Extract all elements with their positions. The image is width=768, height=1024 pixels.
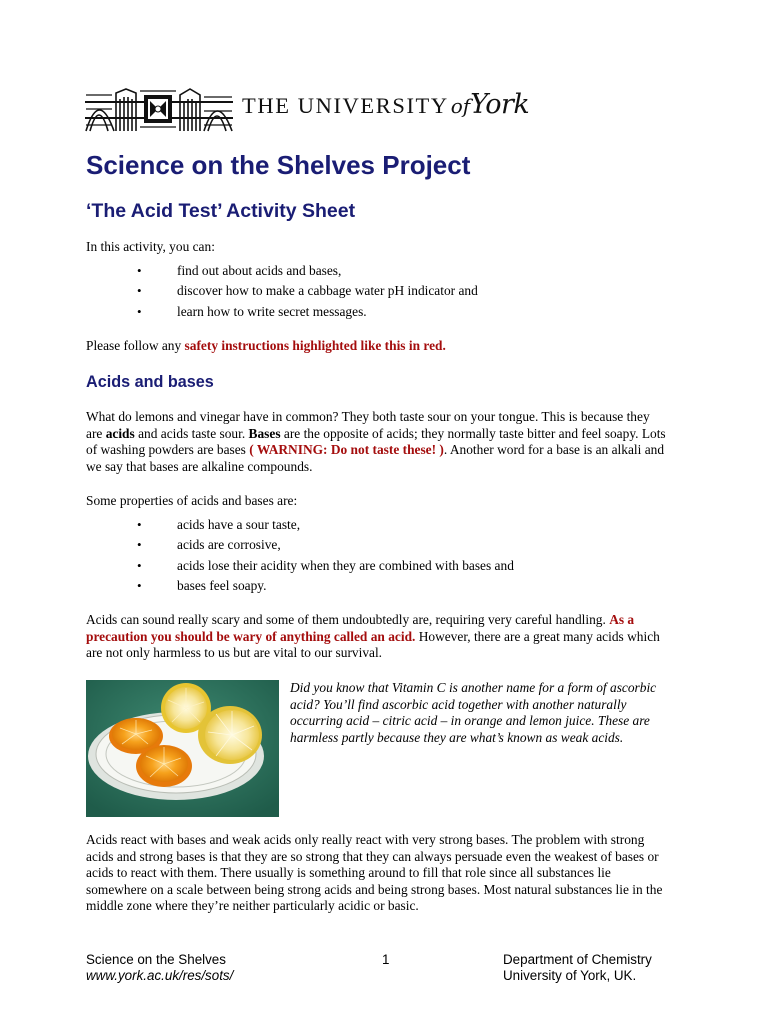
paragraph-strong-weak: Acids react with bases and weak acids only really react with very strong bases. The problem with strong acids and strong bases is that they are so strong that they can always persuade even the weakest of bases or acids to react with them. There usually is something around to fill that role since all substances lie somewhere on a scale between being strong acids and being strong bases. Most natural substances lie in the middle zone where they’re neither particularly acidic or basic. (86, 832, 663, 914)
list-item: • bases feel soapy. (86, 576, 646, 596)
footer-project-name: Science on the Shelves (86, 952, 226, 967)
list-item: • discover how to make a cabbage water pH indicator and (86, 281, 646, 301)
para1-text: are the opposite of acids; they normally taste bitter and feel soapy. Lots of washing powders are bases (86, 425, 666, 458)
para1-text: and acids taste sour. (134, 425, 249, 441)
warning-text: ( WARNING: Do not taste these! ) (249, 442, 444, 458)
caution-highlight: As a precaution you should be wary of anything called an acid. (86, 612, 635, 644)
paragraph-acid-caution (86, 612, 666, 662)
intro-bullet-list (86, 261, 646, 322)
list-item: • acids lose their acidity when they are combined with bases and (86, 556, 646, 576)
paragraph-acids-intro (86, 409, 666, 475)
para2-text: However, there are a great many acids which are not only harmless to us but are vital to our survival. (86, 628, 660, 661)
page-subtitle: ‘The Acid Test’ Activity Sheet (86, 200, 356, 222)
footer-right (503, 952, 652, 984)
section-heading-acids-bases: Acids and bases (86, 373, 214, 391)
footer-department: Department of Chemistry (503, 952, 652, 967)
para1-text: . Another word for a base is an alkali and we say that bases are alkaline compounds. (86, 442, 665, 474)
list-item: • acids are corrosive, (86, 535, 646, 555)
safety-note (86, 338, 666, 355)
page-title: Science on the Shelves Project (86, 150, 471, 180)
properties-lead: Some properties of acids and bases are: (86, 493, 298, 508)
properties-bullet-list (86, 515, 646, 597)
footer-university: University of York, UK. (503, 968, 637, 983)
list-item: • acids have a sour taste, (86, 515, 646, 535)
vitamin-c-note: Did you know that Vitamin C is another name for a form of ascorbic acid? You’ll find ascorbic acid together with another naturally occurring acid – citric acid – in orange and lemon juice. These are harmless partly because they are what’s known as weak acids. (290, 680, 657, 746)
footer-url-link[interactable]: www.york.ac.uk/res/sots/ (86, 968, 234, 983)
wordmark-york: York (470, 89, 530, 120)
term-acids: acids (105, 425, 135, 441)
footer-left (86, 952, 233, 984)
wordmark-main: THE UNIVERSITY (242, 93, 449, 118)
safety-highlight: safety instructions highlighted like this in red. (184, 338, 446, 353)
safety-text: Please follow any (86, 338, 185, 353)
citrus-fruit-photo (86, 680, 279, 817)
university-crest-logo (84, 87, 234, 132)
university-wordmark (242, 89, 530, 127)
wordmark-of: of (450, 94, 471, 118)
para1-text: What do lemons and vinegar have in common? They both taste sour on your tongue. This is because they are (86, 409, 650, 441)
term-bases: Bases (248, 425, 281, 441)
intro-lead: In this activity, you can: (86, 239, 215, 254)
list-item: • learn how to write secret messages. (86, 302, 646, 322)
footer-page-number: 1 (382, 952, 390, 967)
list-item: • find out about acids and bases, (86, 261, 646, 281)
para2-text: Acids can sound really scary and some of them undoubtedly are, requiring very careful handling. (86, 612, 610, 627)
